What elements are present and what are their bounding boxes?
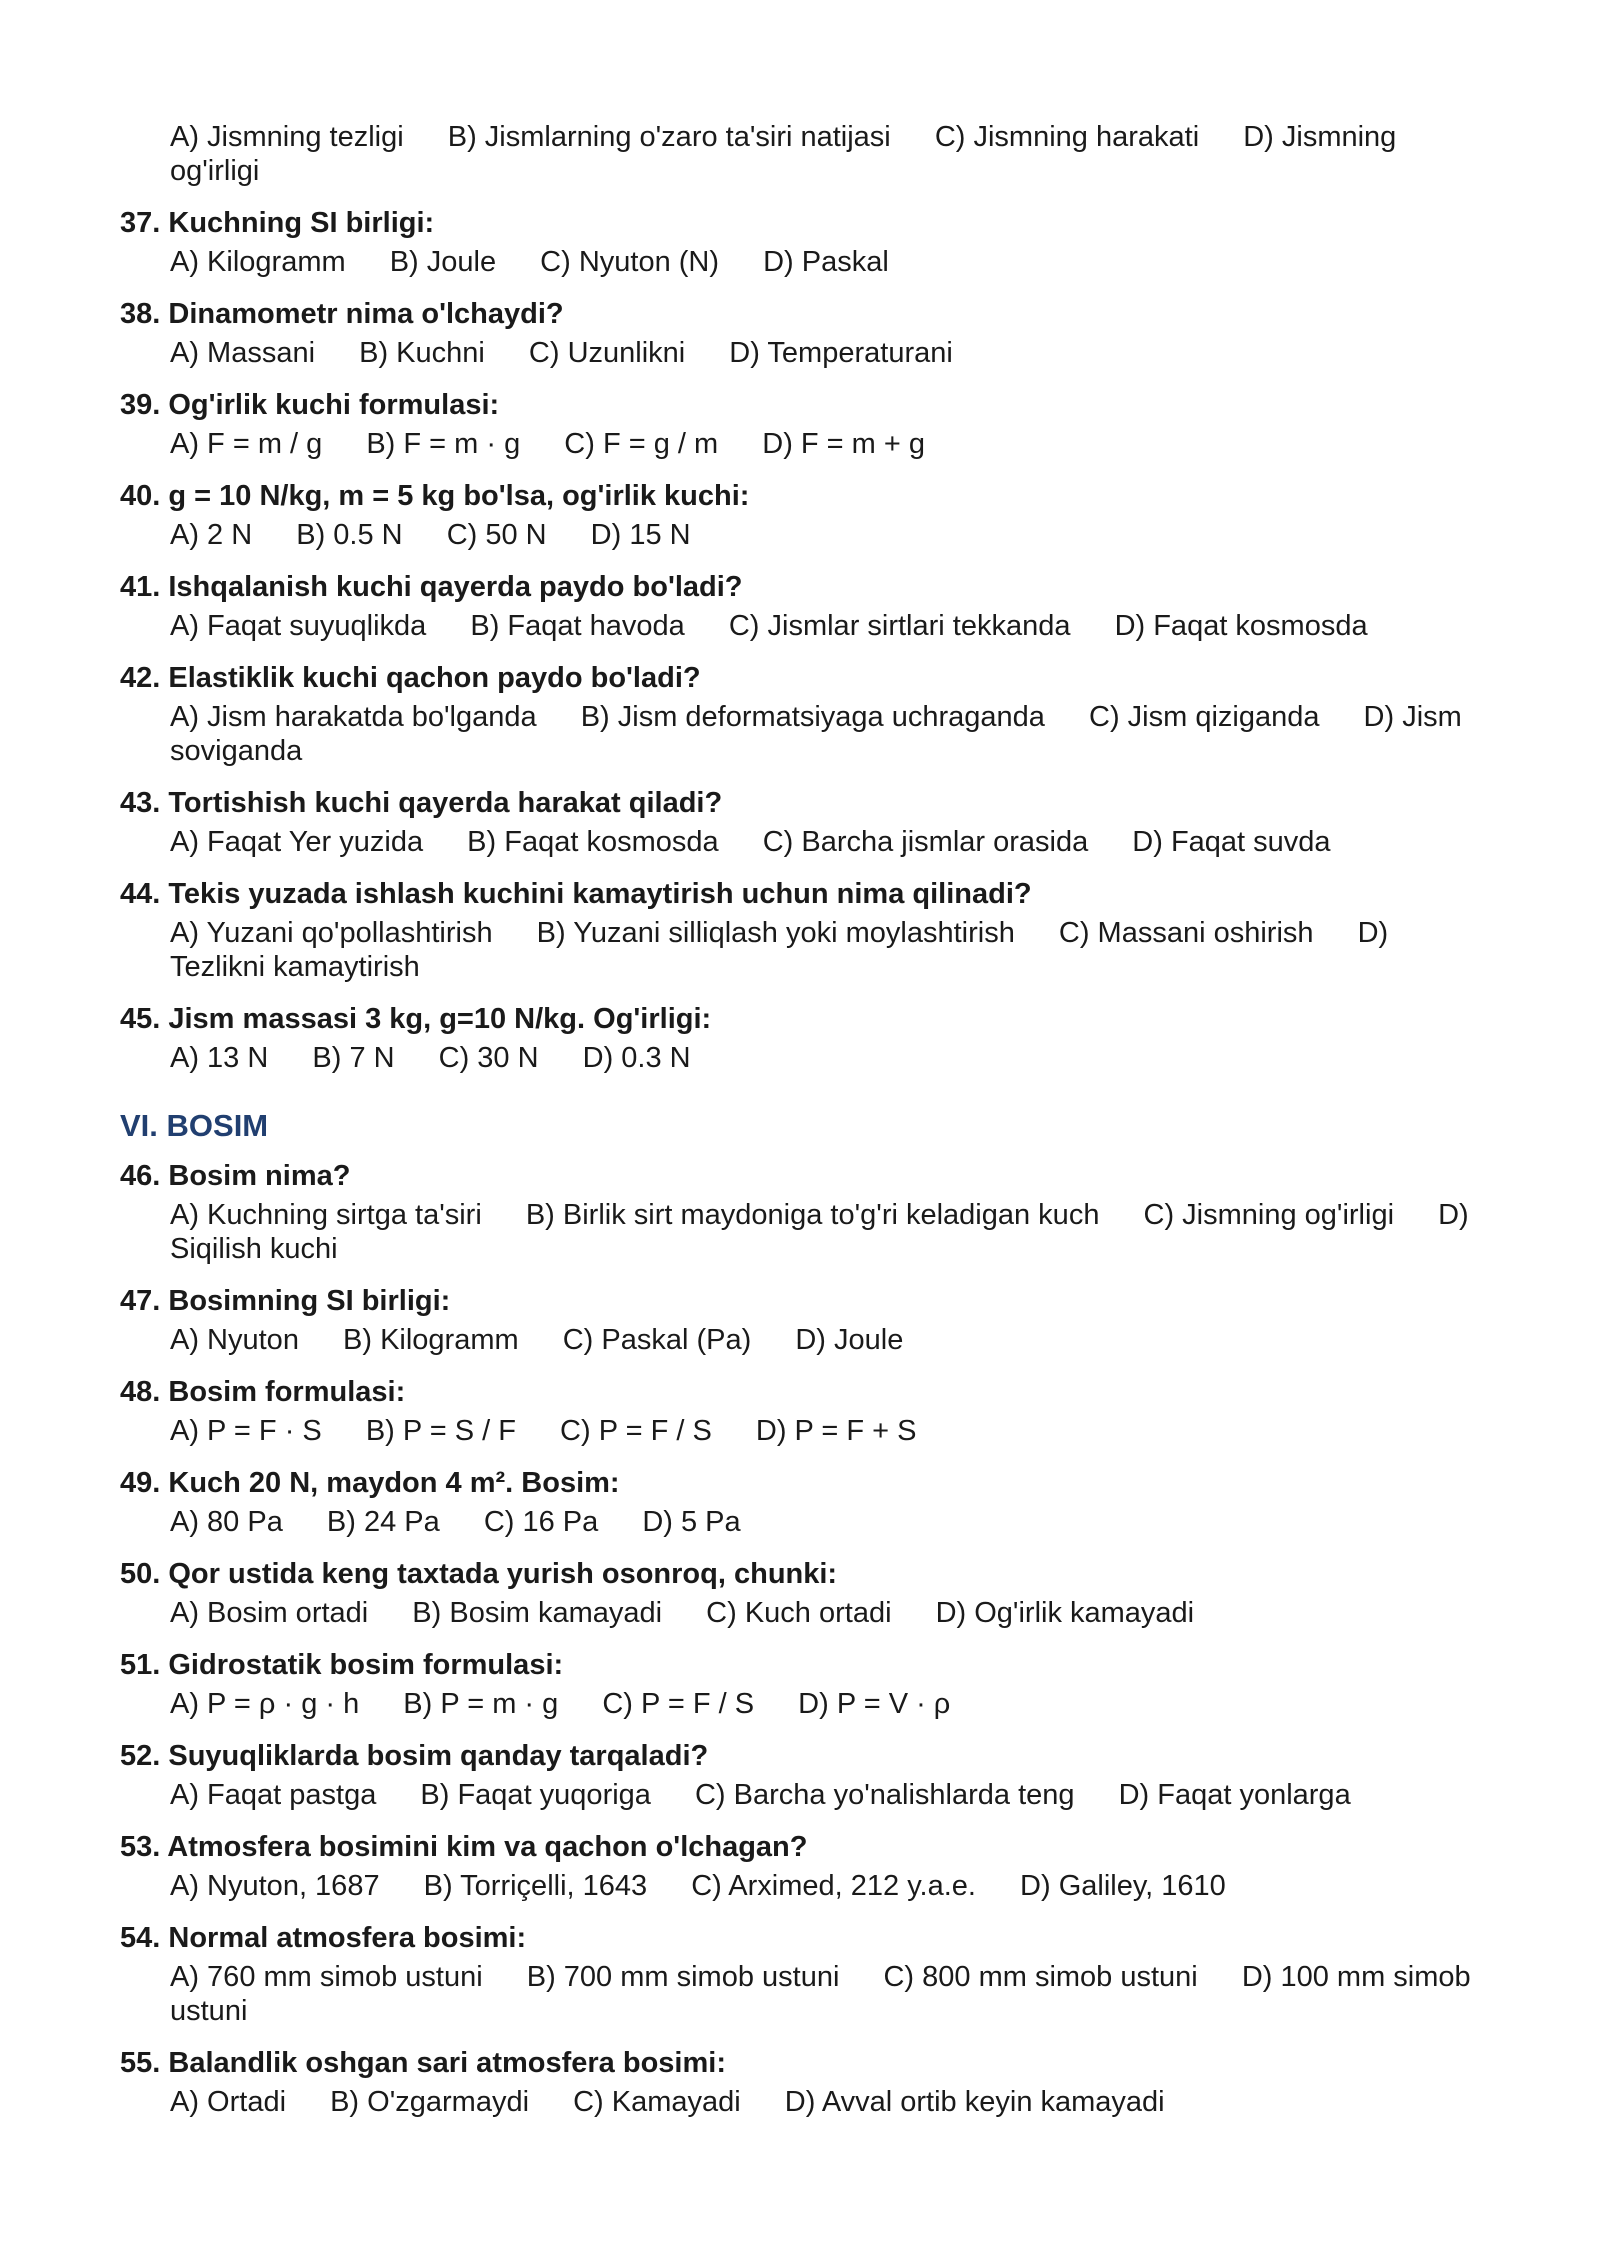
answer-option-a: A) Yuzani qo'pollashtirish	[170, 917, 493, 949]
answer-option-c: C) Barcha yo'nalishlarda teng	[694, 1779, 1075, 1811]
answer-option-c: C) 50 N	[446, 519, 547, 551]
question-text: 53. Atmosfera bosimini kim va qachon o'lchagan?	[120, 1831, 808, 1863]
answer-options	[120, 1778, 1480, 1812]
answer-option-b: B) Jismlarning o'zaro ta'siri natijasi	[447, 121, 891, 153]
question-text: 55. Balandlik oshgan sari atmosfera bosimi:	[120, 2047, 726, 2079]
question-item	[120, 1001, 1480, 1075]
question-text: 51. Gidrostatik bosim formulasi:	[120, 1649, 564, 1681]
answer-option-c: C) Kuch ortadi	[706, 1597, 892, 1629]
question-item	[120, 205, 1480, 279]
answer-option-c: C) Kamayadi	[573, 2086, 741, 2118]
answer-option-d: D) Faqat kosmosda	[1114, 610, 1368, 642]
answer-option-b: B) Faqat havoda	[470, 610, 685, 642]
question-item	[120, 1556, 1480, 1630]
answer-option-b: B) P = S / F	[365, 1415, 516, 1447]
question-text: 37. Kuchning SI birligi:	[120, 207, 435, 239]
answer-option-d: D) P = V · ρ	[798, 1688, 951, 1720]
answer-option-c: C) Paskal (Pa)	[562, 1324, 752, 1356]
answer-option-c: C) Nyuton (N)	[540, 246, 720, 278]
question-item	[120, 569, 1480, 643]
question-item	[120, 387, 1480, 461]
answer-options	[120, 245, 1480, 279]
answer-option-b: B) 7 N	[312, 1042, 395, 1074]
answer-options	[120, 1596, 1480, 1630]
answer-option-b: B) Birlik sirt maydoniga to'g'ri keladigan kuch	[525, 1199, 1100, 1231]
answer-option-a: A) Faqat pastga	[170, 1779, 377, 1811]
answer-option-b: B) 24 Pa	[326, 1506, 440, 1538]
answer-options	[120, 427, 1480, 461]
question-item	[120, 876, 1480, 984]
answer-options	[120, 916, 1480, 984]
answer-option-d: D) Avval ortib keyin kamayadi	[784, 2086, 1165, 2118]
answer-option-b: B) 700 mm simob ustuni	[526, 1961, 840, 1993]
answer-option-a: A) Kuchning sirtga ta'siri	[170, 1199, 482, 1231]
question-item	[120, 1647, 1480, 1721]
answer-options	[120, 518, 1480, 552]
question-item	[120, 1374, 1480, 1448]
answer-option-d: D) Og'irlik kamayadi	[935, 1597, 1195, 1629]
answer-option-d: D) 100 mm simob ustuni	[170, 1961, 1471, 2027]
answer-options	[120, 1869, 1480, 1903]
question-text: 54. Normal atmosfera bosimi:	[120, 1922, 527, 1954]
question-text: 49. Kuch 20 N, maydon 4 m². Bosim:	[120, 1467, 620, 1499]
answer-option-a: A) Faqat Yer yuzida	[170, 826, 424, 858]
answer-option-b: B) Bosim kamayadi	[412, 1597, 663, 1629]
answer-option-c: C) Uzunlikni	[528, 337, 686, 369]
question-text: 50. Qor ustida keng taxtada yurish osonroq, chunki:	[120, 1558, 838, 1590]
answer-option-a: A) P = F · S	[170, 1415, 322, 1447]
question-item	[120, 1158, 1480, 1266]
answer-option-d: D) Faqat suvda	[1132, 826, 1331, 858]
answer-option-d: D) 0.3 N	[582, 1042, 691, 1074]
question-item	[120, 1738, 1480, 1812]
question-text: 40. g = 10 N/kg, m = 5 kg bo'lsa, og'irlik kuchi:	[120, 480, 750, 512]
answer-option-c: C) Barcha jismlar orasida	[762, 826, 1089, 858]
answer-options	[120, 1041, 1480, 1075]
answer-options	[120, 700, 1480, 768]
question-item	[120, 1829, 1480, 1903]
answer-option-a: A) Jismning tezligi	[170, 121, 404, 153]
answer-options	[120, 1505, 1480, 1539]
answer-option-b: B) P = m · g	[403, 1688, 559, 1720]
answer-option-a: A) Massani	[170, 337, 316, 369]
question-text: 48. Bosim formulasi:	[120, 1376, 406, 1408]
answer-option-d: D) 5 Pa	[642, 1506, 741, 1538]
answer-option-c: C) 800 mm simob ustuni	[883, 1961, 1198, 1993]
answer-options	[120, 1198, 1480, 1266]
document-page	[120, 120, 1480, 2136]
answer-option-c: C) Jismning og'irligi	[1143, 1199, 1395, 1231]
answer-option-d: D) Faqat yonlarga	[1118, 1779, 1351, 1811]
answer-option-d: D) Jism soviganda	[170, 701, 1462, 767]
answer-option-b: B) Faqat yuqoriga	[420, 1779, 651, 1811]
answer-option-c: C) Jismlar sirtlari tekkanda	[728, 610, 1071, 642]
answer-options	[120, 825, 1480, 859]
answer-option-b: B) Jism deformatsiyaga uchraganda	[580, 701, 1045, 733]
answer-option-a: A) Kilogramm	[170, 246, 346, 278]
answer-options	[120, 336, 1480, 370]
answer-option-a: A) 760 mm simob ustuni	[170, 1961, 483, 1993]
question-text: 44. Tekis yuzada ishlash kuchini kamaytirish uchun nima qilinadi?	[120, 878, 1032, 910]
answer-option-b: B) Torriçelli, 1643	[423, 1870, 648, 1902]
answer-option-a: A) Jism harakatda bo'lganda	[170, 701, 537, 733]
answer-option-d: D) 15 N	[590, 519, 691, 551]
answer-option-c: C) 16 Pa	[483, 1506, 599, 1538]
question-text: 38. Dinamometr nima o'lchaydi?	[120, 298, 564, 330]
answer-option-b: B) Kilogramm	[343, 1324, 519, 1356]
answer-options	[120, 120, 1480, 188]
answer-option-d: D) Paskal	[763, 246, 889, 278]
answer-option-d: D) Galiley, 1610	[1020, 1870, 1226, 1902]
question-item	[120, 785, 1480, 859]
question-text: 39. Og'irlik kuchi formulasi:	[120, 389, 500, 421]
answer-option-a: A) P = ρ · g · h	[170, 1688, 360, 1720]
answer-option-b: B) 0.5 N	[296, 519, 403, 551]
answer-option-b: B) F = m · g	[366, 428, 521, 460]
answer-options	[120, 1414, 1480, 1448]
question-item	[120, 478, 1480, 552]
answer-options	[120, 1960, 1480, 2028]
question-text: 43. Tortishish kuchi qayerda harakat qiladi?	[120, 787, 723, 819]
question-item	[120, 2045, 1480, 2119]
section-heading: VI. BOSIM	[120, 1108, 269, 1143]
answer-option-c: C) Massani oshirish	[1058, 917, 1314, 949]
answer-option-c: C) 30 N	[438, 1042, 539, 1074]
answer-option-c: C) P = F / S	[560, 1415, 712, 1447]
answer-option-a: A) Nyuton, 1687	[170, 1870, 380, 1902]
answer-option-b: B) Yuzani silliqlash yoki moylashtirish	[536, 917, 1015, 949]
answer-option-d: D) Tezlikni kamaytirish	[170, 917, 1389, 983]
answer-option-d: D) Temperaturani	[729, 337, 953, 369]
question-item	[120, 296, 1480, 370]
answer-option-b: B) Kuchni	[359, 337, 485, 369]
answer-option-a: A) 2 N	[170, 519, 253, 551]
answer-option-a: A) 80 Pa	[170, 1506, 283, 1538]
answer-options	[120, 1687, 1480, 1721]
answer-option-a: A) Faqat suyuqlikda	[170, 610, 427, 642]
answer-option-a: A) 13 N	[170, 1042, 269, 1074]
answer-option-c: C) Jismning harakati	[934, 121, 1200, 153]
answer-option-d: D) Siqilish kuchi	[170, 1199, 1469, 1265]
answer-option-a: A) Bosim ortadi	[170, 1597, 369, 1629]
question-text: 42. Elastiklik kuchi qachon paydo bo'ladi?	[120, 662, 701, 694]
question-text: 46. Bosim nima?	[120, 1160, 351, 1192]
answer-option-d: D) P = F + S	[755, 1415, 917, 1447]
answer-option-a: A) F = m / g	[170, 428, 323, 460]
answer-option-c: C) F = g / m	[564, 428, 719, 460]
answer-option-c: C) P = F / S	[602, 1688, 755, 1720]
question-text: 45. Jism massasi 3 kg, g=10 N/kg. Og'irligi:	[120, 1003, 712, 1035]
question-text: 41. Ishqalanish kuchi qayerda paydo bo'ladi?	[120, 571, 743, 603]
answer-options	[120, 2085, 1480, 2119]
question-item	[120, 1283, 1480, 1357]
answer-option-a: A) Nyuton	[170, 1324, 299, 1356]
question-list-forces	[120, 205, 1480, 1075]
answer-option-b: B) O'zgarmaydi	[330, 2086, 530, 2118]
answer-option-a: A) Ortadi	[170, 2086, 287, 2118]
question-item	[120, 660, 1480, 768]
question-list-pressure	[120, 1158, 1480, 2119]
question-text: 47. Bosimning SI birligi:	[120, 1285, 451, 1317]
question-item	[120, 1465, 1480, 1539]
answer-options	[120, 1323, 1480, 1357]
answer-option-c: C) Arximed, 212 y.a.e.	[691, 1870, 976, 1902]
answer-option-c: C) Jism qiziganda	[1089, 701, 1320, 733]
question-36-continuation	[120, 120, 1480, 188]
answer-option-d: D) Joule	[795, 1324, 904, 1356]
question-text: 52. Suyuqliklarda bosim qanday tarqaladi?	[120, 1740, 709, 1772]
answer-option-d: D) F = m + g	[762, 428, 926, 460]
answer-options	[120, 609, 1480, 643]
question-item	[120, 1920, 1480, 2028]
answer-option-b: B) Faqat kosmosda	[467, 826, 719, 858]
answer-option-d: D) Jismning og'irligi	[170, 121, 1397, 187]
answer-option-b: B) Joule	[389, 246, 497, 278]
